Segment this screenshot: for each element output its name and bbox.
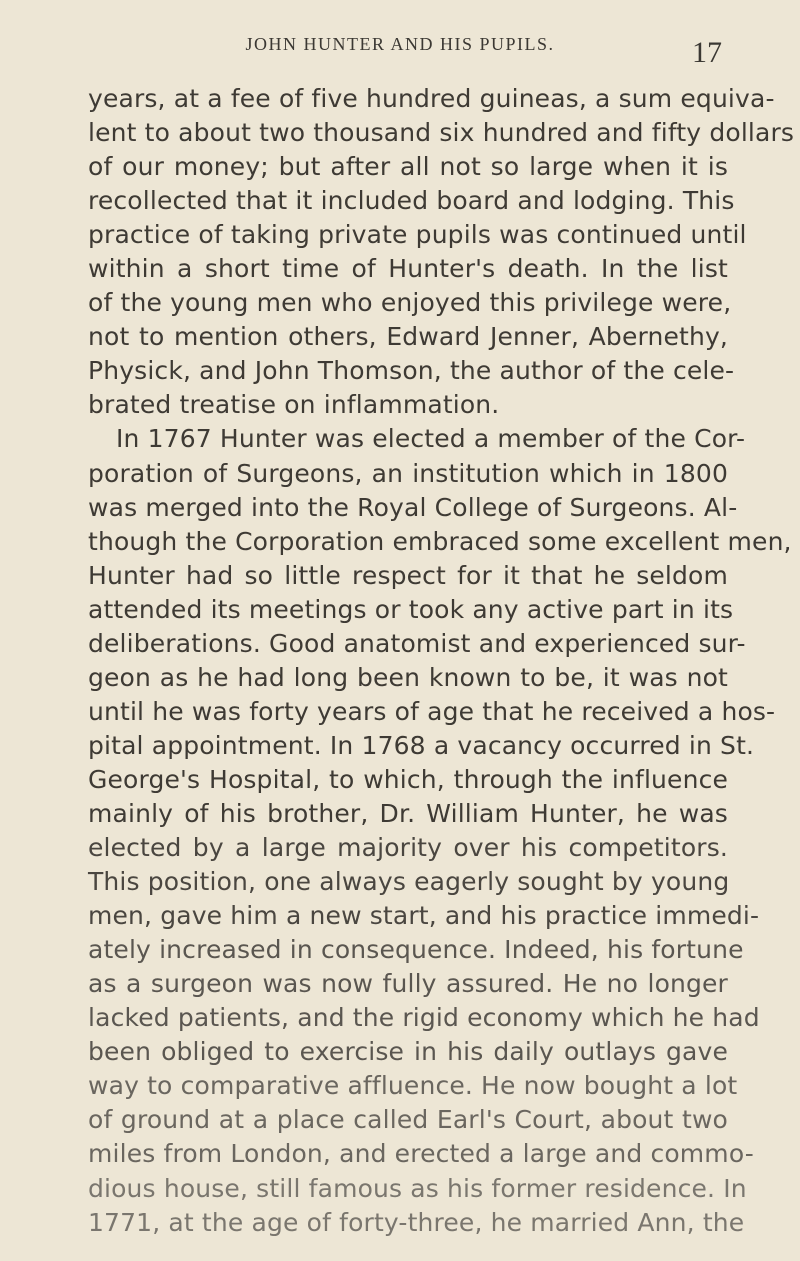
text-line: been obliged to exercise in his daily outlays gave: [88, 1037, 728, 1067]
text-line: of ground at a place called Earl's Court, about two: [88, 1105, 728, 1135]
text-line: lent to about two thousand six hundred and fifty dollars: [88, 118, 795, 148]
text-line: geon as he had long been known to be, it was not: [88, 662, 728, 692]
text-line: poration of Surgeons, an institution which in 1800: [88, 458, 728, 488]
text-line: men, gave him a new start, and his practice immedi-: [88, 901, 760, 931]
text-line: In 1767 Hunter was elected a member of the Cor-: [116, 424, 746, 454]
text-line: recollected that it included board and lodging. This: [88, 186, 735, 216]
text-line: brated treatise on inflammation.: [88, 390, 500, 420]
text-line: though the Corporation embraced some excellent men,: [88, 526, 792, 556]
text-line: elected by a large majority over his competitors.: [88, 833, 728, 863]
page-number: 17: [692, 36, 722, 69]
text-line: way to comparative affluence. He now bought a lot: [88, 1071, 738, 1101]
text-line: of the young men who enjoyed this privilege were,: [88, 288, 732, 318]
page-body: [88, 82, 795, 1240]
text-line: attended its meetings or took any active part in its: [88, 594, 734, 624]
text-line: of our money; but after all not so large when it is: [88, 152, 728, 182]
text-line: 1771, at the age of forty-three, he married Ann, the: [88, 1207, 745, 1237]
text-line: Hunter had so little respect for it that he seldom: [88, 560, 728, 590]
text-line: until he was forty years of age that he received a hos-: [88, 696, 776, 726]
running-head: JOHN HUNTER AND HIS PUPILS.: [245, 34, 555, 54]
text-line: pital appointment. In 1768 a vacancy occurred in St.: [88, 730, 755, 760]
text-line: years, at a fee of five hundred guineas, a sum equiva-: [88, 84, 775, 113]
text-line: within a short time of Hunter's death. In the list: [88, 254, 728, 284]
text-line: as a surgeon was now fully assured. He no longer: [88, 969, 728, 999]
text-line: practice of taking private pupils was continued until: [88, 220, 747, 250]
text-line: Physick, and John Thomson, the author of the cele-: [88, 356, 735, 386]
text-line: lacked patients, and the rigid economy which he had: [88, 1003, 760, 1033]
text-line: miles from London, and erected a large and commo-: [88, 1139, 754, 1169]
text-line: deliberations. Good anatomist and experienced sur-: [88, 628, 746, 658]
text-line: This position, one always eagerly sought by young: [88, 867, 730, 897]
text-line: dious house, still famous as his former residence. In: [88, 1173, 747, 1203]
text-line: was merged into the Royal College of Surgeons. Al-: [88, 492, 738, 522]
text-line: ately increased in consequence. Indeed, his fortune: [88, 935, 744, 965]
text-line: mainly of his brother, Dr. William Hunter, he was: [88, 798, 728, 828]
text-line: George's Hospital, to which, through the influence: [88, 764, 728, 794]
text-line: not to mention others, Edward Jenner, Abernethy,: [88, 322, 728, 352]
